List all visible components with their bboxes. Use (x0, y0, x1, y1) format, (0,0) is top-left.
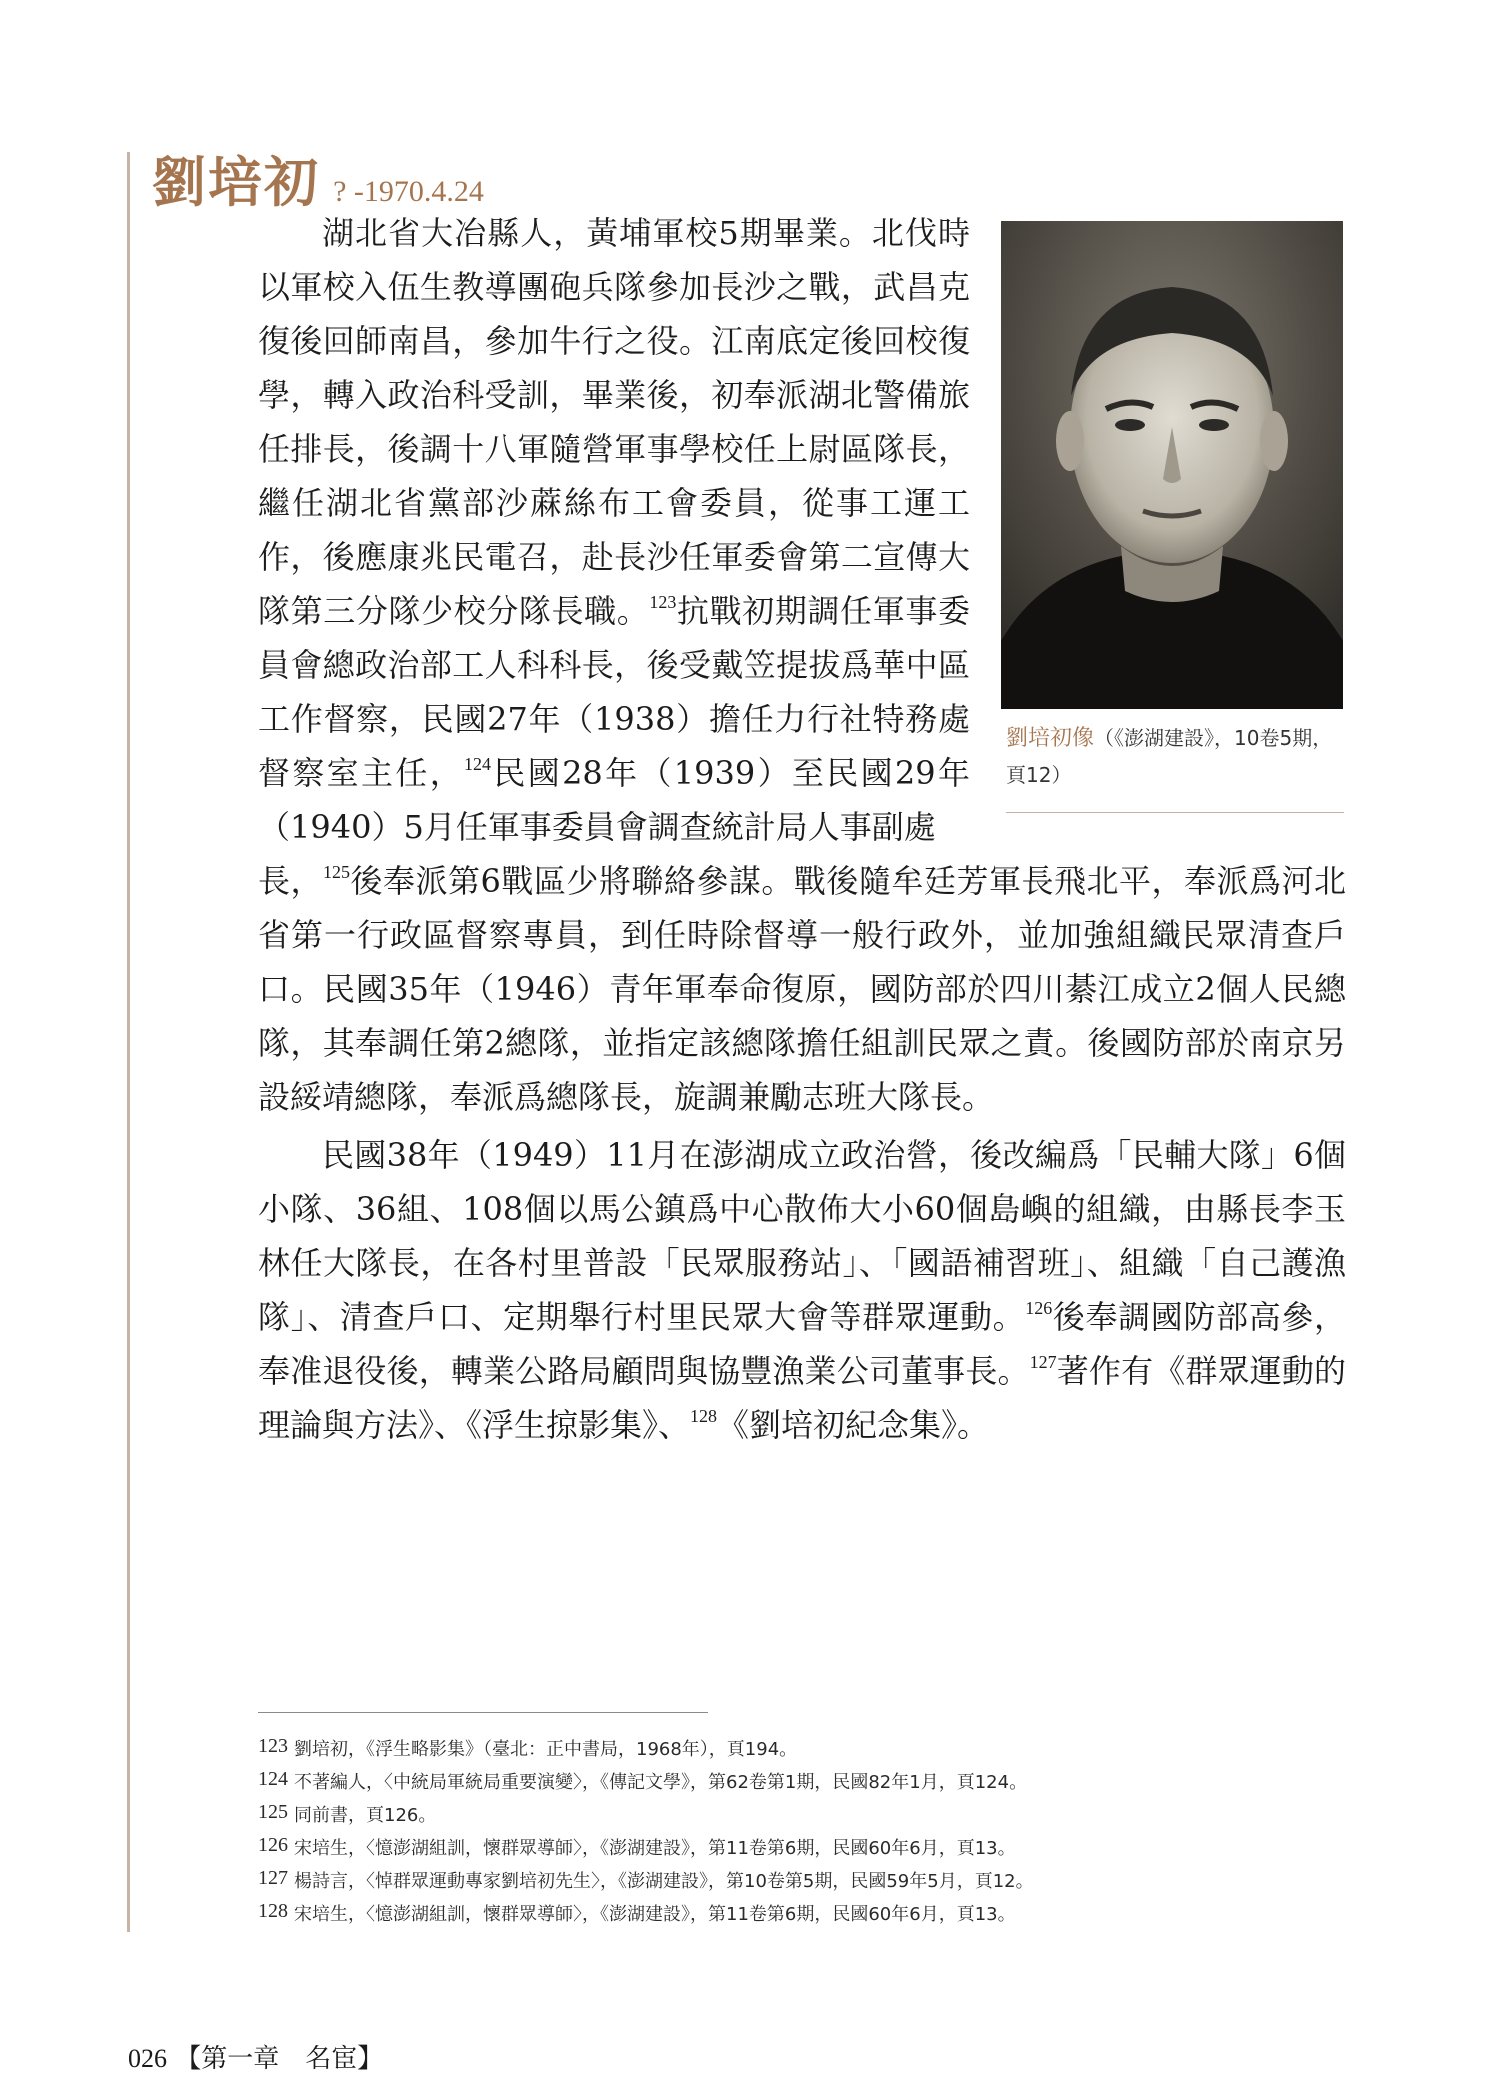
footnote: 123 劉培初，《浮生略影集》（臺北：正中書局，1968年），頁194。 (258, 1735, 798, 1760)
photo-caption: 劉培初像（《澎湖建設》，10卷5期，頁12） (1006, 726, 1333, 787)
footnote: 127 楊詩言，〈悼群眾運動專家劉培初先生〉，《澎湖建設》，第10卷第5期，民國59年5月，頁12。 (258, 1867, 1034, 1892)
footnote-divider (258, 1712, 708, 1713)
portrait-photo (1001, 221, 1343, 709)
footnote-ref[interactable]: 123 (649, 592, 677, 612)
footnote-ref[interactable]: 127 (1029, 1352, 1057, 1372)
biography-paragraph-2: 民國38年（1949）11月在澎湖成立政治營，後改編爲「民輔大隊」6個小隊、36組、108個以馬公鎮爲中心散佈大小60個島嶼的組織，由縣長李玉林任大隊長，在各村里普設「民眾服務站」、「國語補習班」、組織「自己護漁隊」、清查戶口、定期舉行村里民眾大會等群眾運動。$^{126}$後奉調國防部高參，奉准退役後，轉業公路局顧問與協豐漁業公司董事長。$^{127}$著作有《群眾運動的理論與方法》、《浮生掠影集》、$^{128}$《劉培初紀念集》。 (258, 1136, 1346, 1444)
biography-paragraph-1: 湖北省大冶縣人，黃埔軍校5期畢業。北伐時以軍校入伍生教導團砲兵隊參加長沙之戰，武昌克復後回師南昌，參加牛行之役。江南底定後回校復學，轉入政治科受訓，畢業後，初奉派湖北警備旅任排長，後調十八軍隨營軍事學校任上尉區隊長，繼任湖北省黨部沙蔴絲布工會委員，從事工運工作，後應康兆民電召，赴長沙任軍委會第二宣傳大隊第三分隊少校分隊長職。$^{123}$抗戰初期調任軍事委員會總政治部工人科科長，後受戴笠提拔爲華中區工作督察，民國27年（1938）擔任力行社特務處督察室主任，$^{124}$民國28年（1939）至民國29年（1940）5月任軍事委員會調查統計局人事副處 (258, 214, 970, 846)
page-number: 026 (128, 2044, 167, 2073)
biography-paragraph-1-continued: 長，$^{125}$後奉派第6戰區少將聯絡參謀。戰後隨牟廷芳軍長飛北平，奉派爲河北省第一行政區督察專員，到任時除督導一般行政外，並加強組織民眾清查戶口。民國35年（1946）青年軍奉命復原，國防部於四川綦江成立2個人民總隊，其奉調任第2總隊，並指定該總隊擔任組訓民眾之責。後國防部於南京另設綏靖總隊，奉派爲總隊長，旋調兼勵志班大隊長。 (258, 862, 1346, 1116)
life-dates: ? -1970.4.24 (333, 175, 484, 208)
footnote: 125 同前書，頁126。 (258, 1801, 437, 1826)
caption-divider (1006, 812, 1344, 813)
portrait-illustration (1001, 221, 1343, 709)
footnote: 124 不著編人，〈中統局軍統局重要演變〉，《傳記文學》，第62卷第1期，民國82年1月，頁124。 (258, 1768, 1028, 1793)
footnote-ref[interactable]: 125 (323, 862, 351, 882)
footnote: 128 宋培生，〈憶澎湖組訓，懷群眾導師〉，《澎湖建設》，第11卷第6期，民國60年6月，頁13。 (258, 1900, 1016, 1925)
person-name: 劉培初 (152, 150, 320, 214)
footnote: 126 宋培生，〈憶澎湖組訓，懷群眾導師〉，《澎湖建設》，第11卷第6期，民國60年6月，頁13。 (258, 1834, 1016, 1859)
left-margin-rule (127, 152, 130, 1932)
page-footer (128, 2038, 383, 2075)
footnote-ref[interactable]: 126 (1025, 1298, 1053, 1318)
footnote-ref[interactable]: 128 (690, 1406, 718, 1426)
footnotes (258, 1730, 1348, 1928)
footnote-ref[interactable]: 124 (464, 754, 492, 774)
chapter-label: 【第一章 名宦】 (175, 2044, 384, 2074)
